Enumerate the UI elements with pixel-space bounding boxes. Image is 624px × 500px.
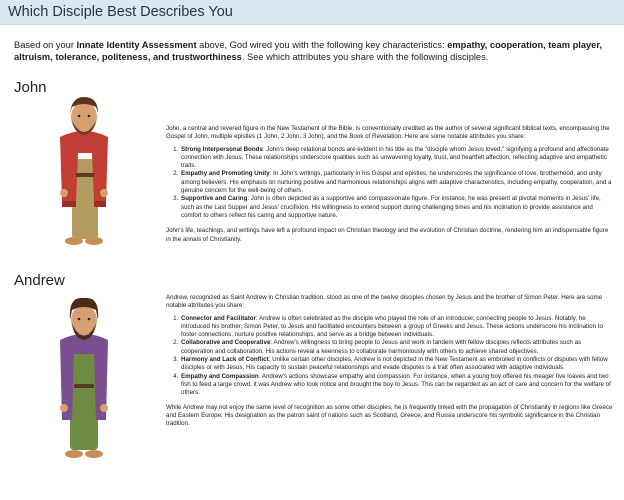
attribute-text: : Unlike certain other disciples, Andrew is not depicted in the New Testament as embroiled in conflicts or disputes with fellow disciples or with Jesus. His capacity to sustain peaceful relationships and evade disputes is a trait often associated with adaptive individuals. bbox=[181, 356, 608, 372]
page-title: Which Disciple Best Describes You bbox=[8, 4, 233, 20]
disciple-name-john: John bbox=[14, 79, 47, 96]
attribute-text: : Andrew is often celebrated as the disciple who played the role of an introducer, connecting people to Jesus. Notably, he introduced his brother, Simon Peter, to Jesus and facilitated encounters between a group of Greeks and Jesus. These actions underscore his inclination to foster connections, nurture positive relationships, and serve as a bridge between individuals. bbox=[181, 314, 603, 339]
disciple-name-andrew: Andrew bbox=[14, 272, 65, 289]
attribute-text: : John's deep relational bonds are evident in his title as the "disciple whom Jesus loved," signifying a profound and affectionate connection with Jesus. These relationships underscore qualities such as unwavering loyalty, trust, and heartfelt affection, reflecting adaptive and empathetic traits. bbox=[181, 145, 609, 170]
john-bio-outro: John's life, teachings, and writings have left a profound impact on Christian theology and the evolution of Christian doctrine, rendering him an indispensable figure in the annals of Christianity. bbox=[166, 227, 609, 243]
john-bio bbox=[166, 125, 614, 244]
disciple-john bbox=[0, 79, 624, 243]
attribute-title: Collaborative and Cooperative bbox=[181, 339, 271, 347]
list-item bbox=[180, 315, 614, 340]
andrew-illustration bbox=[46, 290, 122, 462]
intro-paragraph bbox=[14, 39, 610, 63]
list-item bbox=[180, 339, 614, 356]
attribute-text: : Andrew's willingness to bring people to Jesus and work in tandem with fellow disciples reflects attributes such as cooperation and collaboration. His actions reveal a keenness to collaborate harmoniously with others to achieve shared objectives. bbox=[181, 339, 582, 355]
john-bio-intro: John, a central and revered figure in the New Testament of the Bible, is conventionally credited as the author of several significant biblical texts, encompassing the Gospel of John, multiple epistles (1 John, 2 John, 3 John), and the Book of Revelation. Here are some notable attributes you share: bbox=[166, 125, 610, 141]
attribute-title: Connector and Facilitator bbox=[181, 314, 256, 322]
disciple-andrew bbox=[0, 272, 624, 428]
attribute-title: Empathy and Promoting Unity bbox=[181, 170, 270, 178]
intro-text-pre: Based on your bbox=[14, 40, 77, 50]
attribute-title: Supportive and Caring bbox=[181, 195, 248, 203]
attribute-text: : Andrew's actions showcase empathy and compassion. For instance, when a young boy offered his meager five loaves and two fish to feed a large crowd, it was Andrew who took notice and brought the boy to Jesus. This can be regarded as an act of care and concern for the welfare of others. bbox=[181, 372, 611, 397]
attribute-title: Harmony and Lack of Conflict bbox=[181, 356, 269, 364]
andrew-attributes-list bbox=[166, 315, 614, 398]
list-item bbox=[180, 373, 614, 398]
intro-text-mid: above, God wired you with the following key characteristics: bbox=[196, 40, 448, 50]
assessment-name: Innate Identity Assessment bbox=[76, 40, 197, 50]
list-item bbox=[180, 356, 614, 373]
page-header bbox=[0, 0, 624, 25]
john-attributes-list bbox=[166, 146, 614, 221]
attribute-text: : In John's writings, particularly in his Gospel and epistles, he underscores the significance of love, brotherhood, and unity among believers. His emphasis on nurturing positive and harmonious relationships aligns with adaptive characteristics, including empathy, cooperation, and a genuine concern for the well-being of others. bbox=[181, 170, 612, 195]
attribute-text: : John is often depicted as a supportive and compassionate figure. For instance, he was present at pivotal moments in Jesus' life, such as the Last Supper and Jesus' crucifixion. His willingness to extend support during challenging times and his inclination to provide assistance and comfort to others reflect his caring and supportive nature. bbox=[181, 195, 601, 219]
list-item bbox=[180, 195, 614, 220]
andrew-bio-outro: While Andrew may not enjoy the same level of recognition as some other disciples, he is frequently linked with the propagation of Christianity in regions like Greece and Eastern Europe. His designation as the patron saint of nations such as Scotland, Greece, and Russia underscore his symbolic significance in the Christian tradition. bbox=[166, 403, 613, 428]
list-item bbox=[180, 170, 614, 195]
attribute-title: Empathy and Compassion bbox=[181, 372, 259, 380]
andrew-bio-intro: Andrew, recognized as Saint Andrew in Christian tradition, stood as one of the twelve disciples chosen by Jesus and the brother of Simon Peter. Here are some notable attributes you share: bbox=[166, 294, 603, 310]
john-illustration bbox=[46, 89, 122, 249]
attribute-title: Strong Interpersonal Bonds bbox=[181, 145, 263, 153]
intro-text-post: . See which attributes you share with the following disciples. bbox=[241, 52, 489, 62]
andrew-bio bbox=[166, 294, 614, 428]
list-item bbox=[180, 146, 614, 171]
key-traits: empathy, cooperation, team player, altruism, tolerance, politeness, and trustworthiness bbox=[14, 40, 603, 62]
